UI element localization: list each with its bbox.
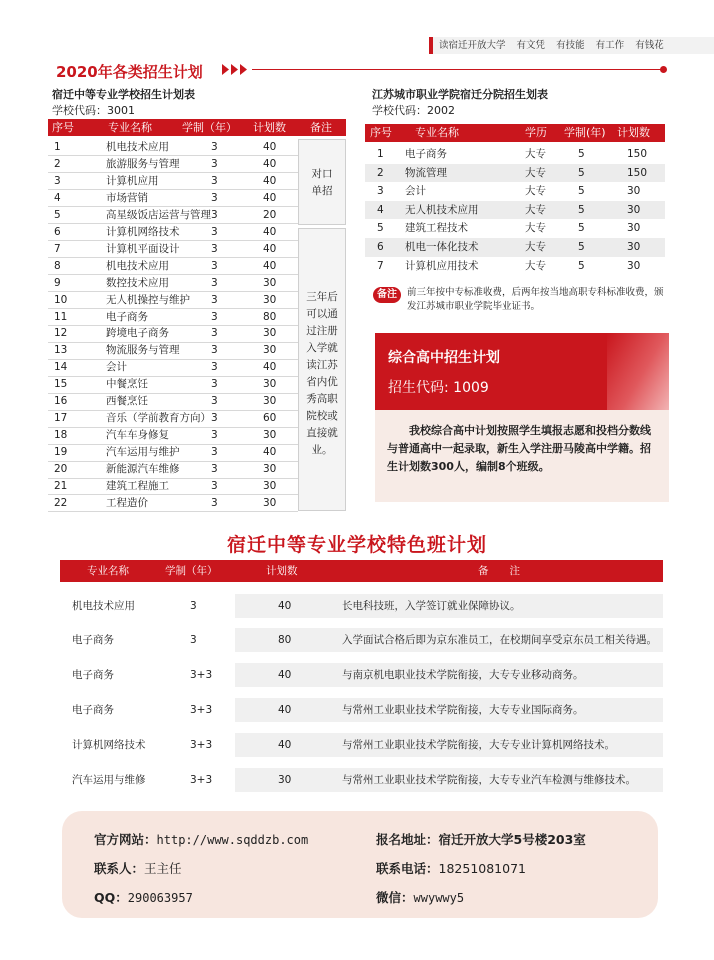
right-table-code: 学校代码：2002	[372, 104, 455, 117]
table-cell: 40	[263, 259, 277, 272]
note-cell-further-study	[298, 228, 346, 511]
special-classes-title: 宿迁中等专业学校特色班计划	[226, 534, 487, 556]
table-cell: 3	[211, 344, 218, 357]
table-cell: 7	[54, 242, 61, 255]
table-cell: 40	[263, 242, 277, 255]
table-cell: 5	[578, 222, 585, 235]
table-cell: 40	[278, 739, 292, 751]
table-cell: 旅游服务与管理	[106, 157, 180, 170]
left-table-row	[48, 359, 298, 376]
table-cell: 4	[377, 203, 384, 216]
table-cell: 4	[54, 191, 61, 204]
table-cell: 3	[211, 480, 218, 492]
table-cell: 3+3	[190, 739, 213, 751]
table-cell: 15	[54, 378, 68, 391]
table-cell: 3	[211, 174, 218, 187]
phone-number: 18251081071	[438, 861, 526, 876]
table-cell: 13	[54, 344, 68, 357]
table-cell: 30	[263, 293, 277, 306]
table-cell: 入学面试合格后即为京东准员工，在校期间享受京东员工相关待遇。	[342, 634, 657, 646]
comprehensive-plan-code: 招生代码: 1009	[388, 380, 489, 396]
left-table-row	[48, 342, 298, 359]
wechat-id: wwywwy5	[413, 891, 465, 905]
left-table-header	[48, 119, 346, 136]
table-cell: 30	[278, 774, 292, 786]
table-cell: 与南京机电职业技术学院衔接，大专专业移动商务。	[342, 669, 584, 681]
table-cell: 30	[263, 344, 277, 357]
left-table-row	[48, 292, 298, 309]
header-cell: 计划数	[253, 121, 286, 134]
table-cell: 机电技术应用	[106, 259, 169, 272]
contact-person-label: 联系人：	[94, 861, 145, 876]
qq-number: 290063957	[127, 891, 193, 905]
table-cell: 30	[627, 241, 641, 253]
table-cell: 5	[54, 208, 61, 221]
table-cell: 3	[211, 463, 218, 476]
contact-panel	[62, 811, 658, 918]
table-cell: 3	[211, 225, 218, 238]
triple-arrow-icon	[222, 64, 248, 75]
right-table-header	[365, 124, 665, 142]
left-table-row	[48, 393, 298, 410]
table-cell: 20	[54, 463, 68, 476]
right-table-row	[365, 238, 665, 257]
left-table-row	[48, 478, 298, 495]
left-table-row	[48, 461, 298, 478]
table-cell: 电子商务	[72, 704, 114, 716]
table-cell: 40	[263, 141, 277, 153]
note-line: 可以通	[306, 308, 338, 320]
note-line: 读江苏	[306, 359, 338, 371]
page-title: 2020年各类招生计划	[56, 63, 203, 81]
qq-label: QQ：	[94, 890, 128, 905]
table-cell: 3	[377, 185, 384, 198]
table-cell: 2	[54, 157, 61, 170]
table-cell: 汽车车身修复	[106, 429, 169, 442]
table-cell: 30	[263, 395, 277, 408]
top-slogan-banner	[429, 37, 714, 54]
table-cell: 40	[263, 361, 277, 374]
table-cell: 电子商务	[106, 310, 148, 323]
left-table-row	[48, 376, 298, 393]
table-cell: 16	[54, 395, 68, 408]
table-cell: 3	[211, 310, 218, 323]
note-line: 单招	[311, 185, 333, 197]
table-cell: 与常州工业职业技术学院衔接，大专专业汽车检测与维修技术。	[342, 774, 636, 786]
banner-item: 有工作	[595, 40, 625, 51]
comprehensive-plan-body	[375, 410, 669, 502]
header-cell: 备注	[310, 121, 332, 134]
table-cell: 30	[263, 429, 277, 442]
header-cell: 计划数	[266, 565, 298, 577]
header-gradient	[607, 333, 669, 410]
table-cell: 建筑工程技术	[405, 222, 468, 235]
left-table-row	[48, 427, 298, 444]
banner-item: 读宿迁开放大学	[439, 40, 506, 51]
table-cell: 3	[54, 174, 61, 187]
right-table-row	[365, 164, 665, 183]
left-table-row	[48, 241, 298, 258]
phone-label: 联系电话：	[376, 861, 439, 876]
website-label: 官方网站：	[94, 832, 157, 847]
special-table-row	[60, 733, 663, 757]
table-cell: 30	[263, 276, 277, 289]
table-cell: 汽车运用与维修	[72, 774, 146, 786]
table-cell: 物流管理	[405, 166, 447, 179]
table-cell: 机电技术应用	[106, 141, 169, 153]
note-line: 入学就	[306, 342, 338, 354]
table-cell: 17	[54, 412, 68, 425]
header-cell: 专业名称	[108, 121, 152, 134]
left-table-row	[48, 495, 298, 512]
table-cell: 40	[278, 704, 292, 716]
table-cell: 30	[627, 222, 641, 235]
table-cell: 3+3	[190, 704, 213, 716]
table-cell: 5	[578, 241, 585, 253]
table-cell: 计算机网络技术	[106, 225, 180, 238]
note-line: 直接就	[306, 427, 338, 439]
banner-item: 有技能	[556, 40, 585, 51]
table-cell: 3	[211, 208, 218, 221]
right-table-row	[365, 201, 665, 220]
comprehensive-plan-header	[375, 333, 669, 410]
banner-item: 有文凭	[516, 40, 546, 51]
table-cell: 5	[578, 166, 585, 179]
table-cell: 西餐烹饪	[106, 395, 148, 408]
table-cell: 22	[54, 496, 68, 509]
note-line: 业。	[311, 444, 333, 456]
table-cell: 60	[263, 412, 277, 425]
title-dot	[660, 66, 667, 73]
left-table-row	[48, 207, 298, 224]
table-cell: 5	[377, 222, 384, 235]
table-cell: 电子商务	[72, 634, 114, 646]
header-cell: 序号	[52, 121, 74, 134]
special-table-row	[60, 594, 663, 618]
table-cell: 30	[263, 496, 277, 509]
table-cell: 40	[278, 669, 292, 681]
table-cell: 3+3	[190, 774, 213, 786]
table-cell: 10	[54, 293, 68, 306]
table-cell: 3	[211, 259, 218, 272]
table-cell: 大专	[525, 259, 546, 272]
note-line: 对口	[311, 168, 333, 180]
special-table-row	[60, 768, 663, 792]
table-cell: 1	[377, 148, 384, 160]
special-table-row	[60, 698, 663, 722]
row-divider	[48, 511, 298, 512]
table-cell: 3	[211, 446, 218, 459]
table-cell: 7	[377, 259, 384, 272]
website-link[interactable]: http://www.sqddzb.com	[156, 833, 309, 847]
special-table-row	[60, 663, 663, 687]
table-cell: 3	[211, 496, 218, 509]
contact-person-name: 王主任	[144, 861, 182, 876]
special-table-row	[60, 628, 663, 652]
table-cell: 计算机网络技术	[72, 739, 146, 751]
table-cell: 会计	[106, 361, 127, 374]
table-cell: 无人机技术应用	[405, 203, 479, 216]
table-cell: 40	[278, 600, 292, 612]
table-cell: 30	[263, 463, 277, 476]
header-cell: 计划数	[617, 126, 650, 139]
table-cell: 40	[263, 174, 277, 187]
table-cell: 大专	[525, 222, 546, 235]
address-line	[376, 830, 586, 848]
right-table-row	[365, 257, 665, 276]
table-cell: 3	[211, 191, 218, 204]
table-cell: 3	[211, 429, 218, 442]
header-cell: 专业名称	[87, 565, 129, 577]
header-cell: 学制(年)	[564, 126, 606, 139]
wechat-line	[376, 888, 464, 906]
note-line: 省内优	[306, 376, 338, 388]
table-cell: 6	[54, 225, 61, 238]
header-cell: 专业名称	[415, 126, 459, 139]
special-table-header	[60, 560, 663, 582]
table-cell: 5	[578, 148, 585, 160]
header-cell: 备 注	[478, 565, 520, 577]
table-cell: 3	[211, 395, 218, 408]
comprehensive-plan-title: 综合高中招生计划	[388, 350, 500, 366]
wechat-label: 微信：	[376, 890, 414, 905]
table-cell: 30	[263, 378, 277, 391]
table-cell: 3	[211, 378, 218, 391]
table-cell: 工程造价	[106, 496, 148, 509]
left-table-row	[48, 224, 298, 241]
table-cell: 5	[578, 259, 585, 272]
table-cell: 数控技术应用	[106, 276, 169, 289]
left-table-row	[48, 444, 298, 461]
left-table-row	[48, 325, 298, 342]
table-cell: 1	[54, 141, 61, 153]
table-cell: 机电技术应用	[72, 600, 135, 612]
fee-note-text: 前三年按中专标准收费，后两年按当地高职专科标准收费，颁发江苏城市职业学院毕业证书。	[407, 287, 664, 312]
table-cell: 40	[263, 225, 277, 238]
table-cell: 20	[263, 208, 277, 221]
left-table-row	[48, 173, 298, 190]
note-line: 过注册	[306, 325, 338, 337]
table-cell: 建筑工程施工	[106, 480, 169, 492]
table-cell: 30	[263, 480, 277, 492]
header-cell: 序号	[370, 126, 392, 139]
phone-line	[376, 859, 526, 877]
table-cell: 80	[278, 634, 292, 646]
table-cell: 11	[54, 310, 68, 323]
note-cell-dual-admission	[298, 139, 346, 225]
table-cell: 3	[211, 276, 218, 289]
table-cell: 计算机应用	[106, 174, 159, 187]
table-cell: 大专	[525, 166, 546, 179]
table-cell: 新能源汽车维修	[106, 463, 180, 476]
contact-person-line	[94, 859, 182, 877]
note-line: 院校或	[306, 410, 338, 422]
table-cell: 长电科技班，入学签订就业保障协议。	[342, 600, 521, 612]
left-table-row	[48, 190, 298, 207]
table-cell: 5	[578, 203, 585, 216]
table-cell: 30	[627, 259, 641, 272]
table-cell: 19	[54, 446, 68, 459]
table-cell: 3	[211, 361, 218, 374]
table-cell: 大专	[525, 148, 546, 160]
note-line: 秀高职	[306, 393, 338, 405]
table-cell: 6	[377, 241, 384, 253]
right-table-row	[365, 145, 665, 164]
right-table-title: 江苏城市职业学院宿迁分院招生划表	[372, 88, 548, 101]
table-cell: 14	[54, 361, 68, 374]
left-table-row	[48, 258, 298, 275]
table-cell: 电子商务	[405, 148, 447, 160]
table-cell: 与常州工业职业技术学院衔接，大专专业国际商务。	[342, 704, 584, 716]
table-cell: 40	[263, 191, 277, 204]
table-cell: 80	[263, 310, 277, 323]
note-line: 三年后	[306, 291, 338, 303]
table-cell: 30	[263, 327, 277, 340]
table-cell: 汽车运用与维护	[106, 446, 180, 459]
left-table-code: 学校代码：3001	[52, 104, 135, 117]
table-cell: 3	[211, 293, 218, 306]
left-table-row	[48, 139, 298, 156]
table-cell: 18	[54, 429, 68, 442]
address-value: 宿迁开放大学5号楼203室	[438, 832, 586, 847]
header-cell: 学制（年）	[165, 565, 218, 577]
left-table-row	[48, 309, 298, 326]
table-cell: 3+3	[190, 669, 213, 681]
table-cell: 3	[211, 327, 218, 340]
table-cell: 21	[54, 480, 68, 492]
table-cell: 3	[211, 157, 218, 170]
table-cell: 5	[578, 185, 585, 198]
table-cell: 跨境电子商务	[106, 327, 169, 340]
qq-line	[94, 888, 193, 906]
table-cell: 12	[54, 327, 68, 340]
table-cell: 电子商务	[72, 669, 114, 681]
table-cell: 150	[627, 166, 648, 179]
left-table-row	[48, 156, 298, 173]
table-cell: 物流服务与管理	[106, 344, 180, 357]
table-cell: 音乐（学前教育方向）	[106, 412, 211, 425]
title-divider	[252, 69, 662, 70]
table-cell: 高星级饭店运营与管理	[106, 208, 211, 221]
header-cell: 学历	[525, 126, 547, 139]
table-cell: 2	[377, 166, 384, 179]
table-cell: 30	[627, 203, 641, 216]
table-cell: 150	[627, 148, 648, 160]
banner-item: 有钱花	[635, 40, 664, 51]
address-label: 报名地址：	[376, 832, 439, 847]
banner-accent-bar	[429, 37, 433, 54]
header-cell: 学制（年）	[182, 121, 237, 134]
table-cell: 计算机应用技术	[405, 259, 479, 272]
website-line	[94, 830, 308, 848]
right-table-row	[365, 219, 665, 238]
table-cell: 与常州工业职业技术学院衔接，大专专业计算机网络技术。	[342, 739, 615, 751]
table-cell: 3	[211, 412, 218, 425]
table-cell: 3	[190, 634, 197, 646]
table-cell: 30	[627, 185, 641, 198]
table-cell: 40	[263, 446, 277, 459]
table-cell: 中餐烹饪	[106, 378, 148, 391]
table-cell: 3	[211, 141, 218, 153]
table-cell: 计算机平面设计	[106, 242, 180, 255]
table-cell: 市场营销	[106, 191, 148, 204]
table-cell: 会计	[405, 185, 426, 198]
right-table-row	[365, 182, 665, 201]
table-cell: 大专	[525, 241, 546, 253]
note-badge: 备注	[373, 287, 401, 303]
left-table-row	[48, 410, 298, 427]
table-cell: 40	[263, 157, 277, 170]
table-cell: 8	[54, 259, 61, 272]
table-cell: 9	[54, 276, 61, 289]
table-cell: 机电一体化技术	[405, 241, 479, 253]
table-cell: 3	[190, 600, 197, 612]
table-cell: 大专	[525, 203, 546, 216]
table-cell: 3	[211, 242, 218, 255]
left-table-row	[48, 275, 298, 292]
table-cell: 无人机操控与维护	[106, 293, 190, 306]
table-cell: 大专	[525, 185, 546, 198]
left-table-title: 宿迁中等专业学校招生计划表	[52, 88, 195, 101]
comprehensive-plan-text: 我校综合高中计划按照学生填报志愿和投档分数线与普通高中一起录取，新生入学注册马陵高中学籍。招生计划数300人，编制8个班级。	[387, 424, 651, 473]
